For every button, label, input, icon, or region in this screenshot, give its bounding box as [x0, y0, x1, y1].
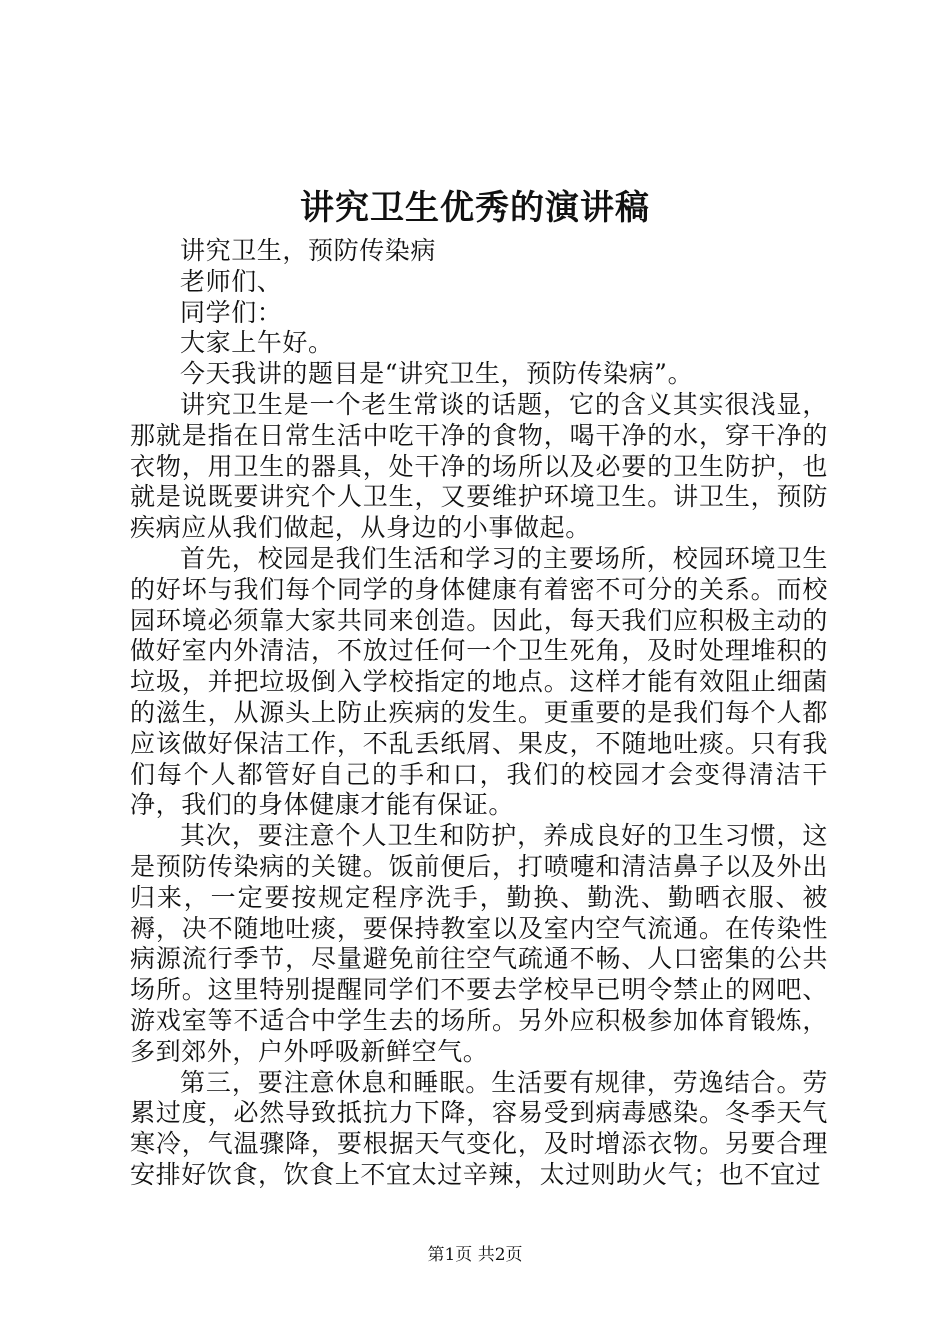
paragraph-greeting-teachers: 老师们、	[180, 266, 283, 296]
page-footer: 第1页 共2页	[427, 1245, 523, 1265]
paragraph-topic: 今天我讲的题目是“讲究卫生，预防传染病”。	[180, 359, 694, 389]
paragraph-second-point: 其次，要注意个人卫生和防护，养成良好的卫生习惯，这是预防传染病的关键。饭前便后，打喷嚏和清洁鼻子以及外出归来，一定要按规定程序洗手，勤换、勤洗、勤晒衣服、被褥，决不随地吐痰，要保持教室以及室内空气流通。在传染性病源流行季节，尽量避免前往空气疏通不畅、人口密集的公共场所。这里特别提醒同学们不要去学校早已明令禁止的网吧、游戏室等不适合中学生去的场所。另外应积极参加体育锻炼，多到郊外，户外呼吸新鲜空气。	[130, 821, 828, 1066]
paragraph-intro: 讲究卫生是一个老生常谈的话题，它的含义其实很浅显，那就是指在日常生活中吃干净的食物，喝干净的水，穿干净的衣物，用卫生的器具，处干净的场所以及必要的卫生防护，也就是说既要讲究个人卫生，又要维护环境卫生。讲卫生，预防疾病应从我们做起，从身边的小事做起。	[130, 389, 828, 543]
paragraph-first-point: 首先，校园是我们生活和学习的主要场所，校园环境卫生的好坏与我们每个同学的身体健康有着密不可分的关系。而校园环境必须靠大家共同来创造。因此，每天我们应积极主动的做好室内外清洁，不放过任何一个卫生死角，及时处理堆积的垃圾，并把垃圾倒入学校指定的地点。这样才能有效阻止细菌的滋生，从源头上防止疾病的发生。更重要的是我们每个人都应该做好保洁工作，不乱丢纸屑、果皮，不随地吐痰。只有我们每个人都管好自己的手和口，我们的校园才会变得清洁干净，我们的身体健康才能有保证。	[130, 543, 828, 820]
paragraph-greeting-students: 同学们：	[180, 297, 283, 327]
document-title: 讲究卫生优秀的演讲稿	[300, 188, 650, 228]
paragraph-third-point: 第三，要注意休息和睡眠。生活要有规律，劳逸结合。劳累过度，必然导致抵抗力下降，容易受到病毒感染。冬季天气寒冷，气温骤降，要根据天气变化，及时增添衣物。另要合理安排好饮食，饮食上不宜太过辛辣，太过则助火气；也不宜过	[130, 1067, 828, 1189]
paragraph-subtitle: 讲究卫生，预防传染病	[180, 236, 437, 265]
paragraph-good-morning: 大家上午好。	[180, 328, 334, 358]
document-body	[130, 236, 828, 1191]
